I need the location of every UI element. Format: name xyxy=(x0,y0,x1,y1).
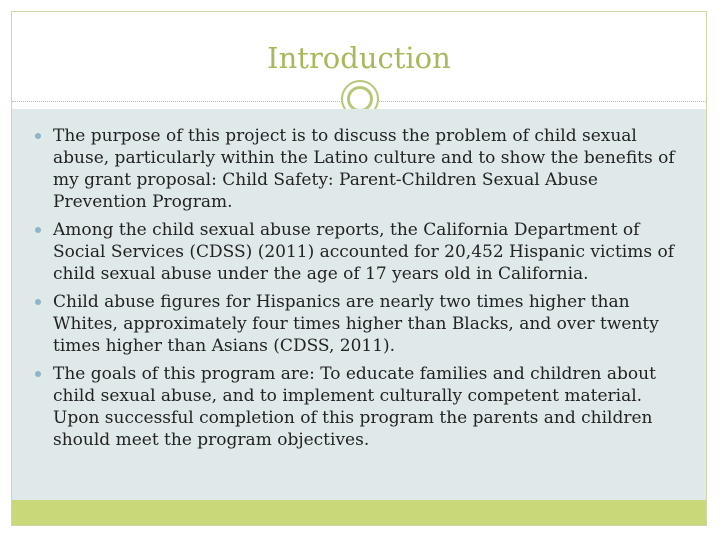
bottom-accent-bar xyxy=(12,500,706,525)
bullet-list xyxy=(12,109,706,451)
bullet-item-program-goals: The goals of this program are: To educate families and children about child sexual abuse, and to implement culturally competent material. Upon successful completion of this program the parents and children should meet the program objectives. xyxy=(39,363,686,451)
bullet-item-abuse-figures: Child abuse figures for Hispanics are nearly two times higher than Whites, approximately four times higher than Blacks, and over twenty times higher than Asians (CDSS, 2011). xyxy=(39,291,686,357)
bullet-item-purpose: The purpose of this project is to discuss the problem of child sexual abuse, particularly within the Latino culture and to show the benefits of my grant proposal: Child Safety: Parent-Children Sexual Abuse Prevention Program. xyxy=(39,125,686,213)
slide-title: Introduction xyxy=(267,41,451,75)
bullet-item-cdss-reports: Among the child sexual abuse reports, the California Department of Social Services (CDSS) (2011) accounted for 20,452 Hispanic victims of child sexual abuse under the age of 17 years old in California. xyxy=(39,219,686,285)
content-panel xyxy=(12,109,706,500)
